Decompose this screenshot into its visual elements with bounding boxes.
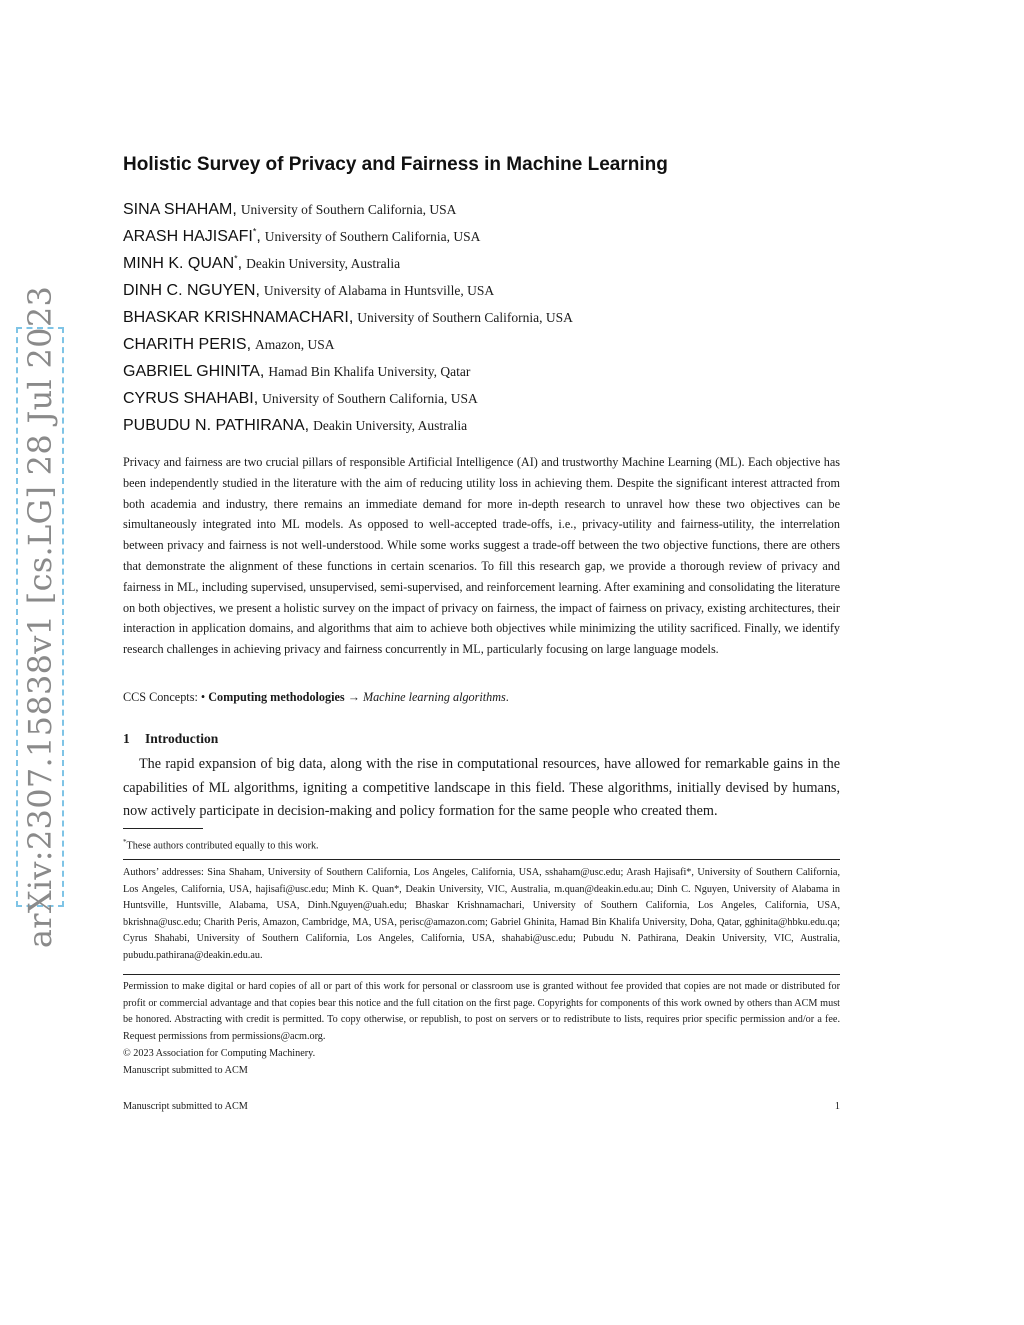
author-entry: [123, 250, 883, 277]
author-affiliation: Deakin University, Australia: [313, 418, 468, 433]
footnote: *These authors contributed equally to this work.: [123, 838, 319, 852]
author-affiliation: University of Southern California, USA: [264, 229, 481, 244]
author-name: CHARITH PERIS,: [123, 336, 252, 353]
arxiv-stamp: [16, 285, 64, 949]
footnote-rule: [123, 828, 203, 829]
abstract: Privacy and fairness are two crucial pillars of responsible Artificial Intelligence (AI) and trustworthy Machine Learning (ML). Each objective has been independently studied in the literature with the aim of reducing utility loss in achieving them. Despite the significant interest attracted from both academia and industry, there remains an immediate demand for more in-depth research to unravel how these two objectives can be simultaneously integrated into ML models. As opposed to well-accepted trade-offs, i.e., privacy-utility and fairness-utility, the interrelation between privacy and fairness is not well-understood. While some works suggest a trade-off between the two objective functions, there are others that demonstrate the alignment of these functions in certain scenarios. To fill this research gap, we provide a thorough review of privacy and fairness in ML, including supervised, unsupervised, semi-supervised, and reinforcement learning. After examining and consolidating the literature on both objectives, we present a holistic survey on the impact of privacy on fairness, the impact of fairness on privacy, existing architectures, their interaction in application domains, and algorithms that aim to achieve both objectives while minimizing the utility sacrificed. Finally, we identify research challenges in achieving privacy and fairness concurrently in ML, particularly focusing on large language models.: [123, 455, 840, 657]
author-list: [123, 196, 883, 439]
ccs-concept: Machine learning algorithms: [362, 690, 506, 704]
author-name: CYRUS SHAHABI,: [123, 390, 259, 407]
page-number: 1: [834, 1101, 840, 1112]
divider: [123, 974, 840, 975]
author-name: ARASH HAJISAFI*,: [123, 226, 261, 245]
section-number: 1: [123, 731, 130, 746]
author-affiliation: University of Southern California, USA: [262, 391, 478, 406]
author-entry: [123, 385, 883, 412]
author-affiliation: University of Alabama in Huntsville, USA: [263, 283, 495, 298]
ccs-category: Computing methodologies: [208, 690, 345, 704]
author-entry: [123, 331, 883, 358]
introduction-paragraph: The rapid expansion of big data, along with the rise in computational resources, have allowed for remarkable gains in the capabilities of ML algorithms, igniting a competitive landscape in this field. These algorithms, initially devised by humans, now actively participate in decision-making and policy formation for the same people who created them.: [123, 756, 840, 820]
author-affiliation: Hamad Bin Khalifa University, Qatar: [268, 364, 471, 379]
author-entry: [123, 304, 883, 331]
section-title: Introduction: [145, 731, 219, 746]
manuscript-note: Manuscript submitted to ACM: [123, 1065, 248, 1076]
author-name: BHASKAR KRISHNAMACHARI,: [123, 309, 354, 326]
author-affiliation: Amazon, USA: [255, 337, 335, 352]
permission-notice: Permission to make digital or hard copies of all or part of this work for personal or classroom use is granted without fee provided that copies are not made or distributed for profit or commercial advantage and that copies bear this notice and the full citation on the first page. Copyrights for components of this work owned by others than ACM must be honored. Abstracting with credit is permitted. To copy otherwise, or republish, to post on servers or to redistribute to lists, requires prior specific permission and/or a fee. Request permissions from permissions@acm.org.: [123, 981, 840, 1042]
copyright-notice: © 2023 Association for Computing Machinery.: [123, 1048, 316, 1059]
author-name: PUBUDU N. PATHIRANA,: [123, 417, 310, 434]
author-name: MINH K. QUAN*,: [123, 253, 243, 272]
section-heading: [123, 731, 218, 747]
author-addresses: Authors’ addresses: Sina Shaham, University of Southern California, Los Angeles, California, USA, sshaham@usc.edu; Arash Hajisafi*, University of Southern California, Los Angeles, California, USA, hajisafi@usc.edu; Minh K. Quan*, Deakin University, VIC, Australia, m.quan@deakin.edu.au; Dinh C. Nguyen, University of Alabama in Huntsville, Huntsville, Alabama, USA, Dinh.Nguyen@uah.edu; Bhaskar Krishnamachari, University of Southern California, Los Angeles, California, USA, bkrishna@usc.edu; Charith Peris, Amazon, Cambridge, MA, USA, perisc@amazon.com; Gabriel Ghinita, Hamad Bin Khalifa University, Doha, Qatar, gghinita@hbku.edu.qa; Cyrus Shahabi, University of Southern California, Los Angeles, California, USA, shahabi@usc.edu; Pubudu N. Pathirana, Deakin University, VIC, Australia, pubudu.pathirana@deakin.edu.au.: [123, 867, 840, 961]
author-affiliation: University of Southern California, USA: [240, 202, 457, 217]
author-affiliation: University of Southern California, USA: [357, 310, 573, 325]
author-entry: [123, 196, 883, 223]
footer-manuscript: Manuscript submitted to ACM: [123, 1101, 248, 1112]
paper-title: Holistic Survey of Privacy and Fairness in Machine Learning: [123, 154, 668, 175]
author-entry: [123, 277, 883, 304]
author-name: GABRIEL GHINITA,: [123, 363, 265, 380]
arxiv-id: arXiv:2307.15838v1 [cs.LG] 28 Jul 2023: [21, 285, 59, 949]
author-name: SINA SHAHAM,: [123, 201, 237, 218]
divider: [123, 859, 840, 860]
author-entry: [123, 223, 883, 250]
ccs-concepts: CCS Concepts: • Computing methodologies → Machine learning algorithms.: [123, 690, 509, 704]
author-name: DINH C. NGUYEN,: [123, 282, 260, 299]
author-affiliation: Deakin University, Australia: [246, 256, 401, 271]
author-entry: [123, 412, 883, 439]
author-entry: [123, 358, 883, 385]
